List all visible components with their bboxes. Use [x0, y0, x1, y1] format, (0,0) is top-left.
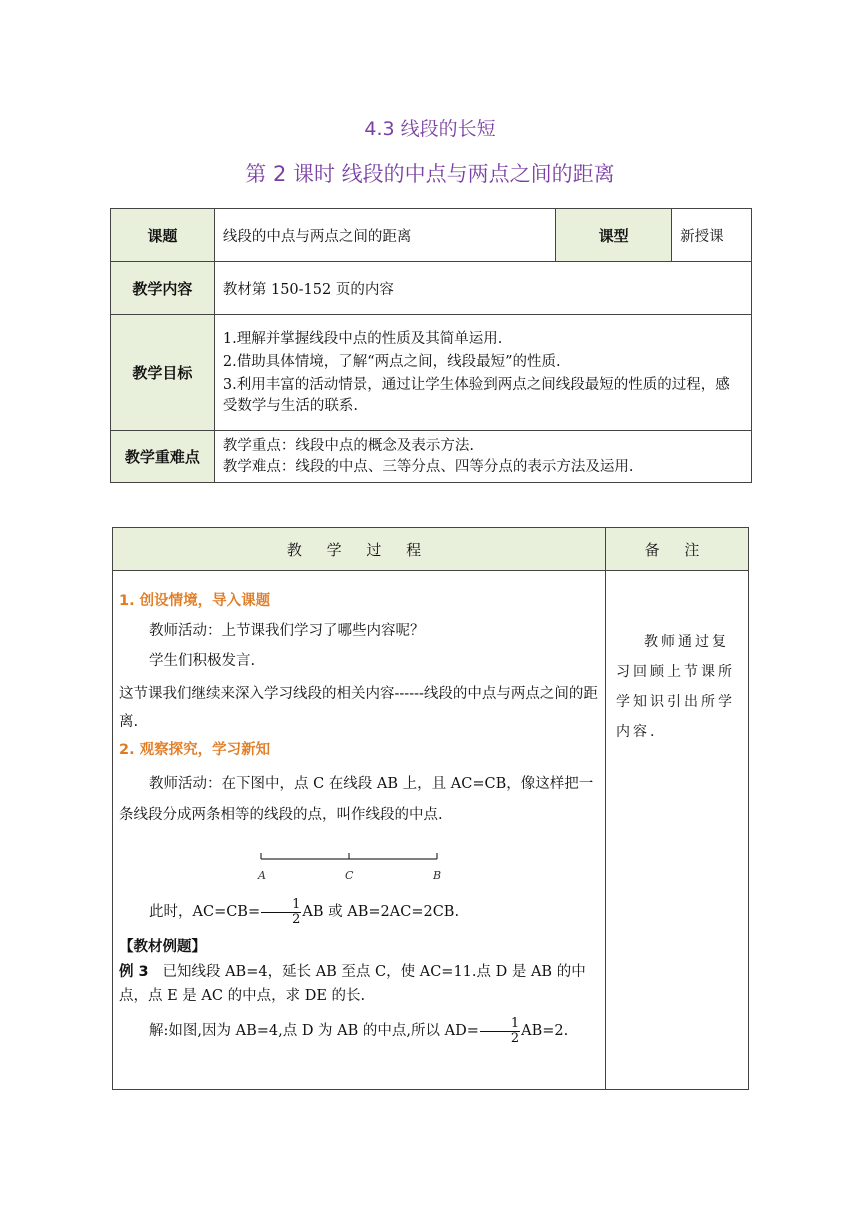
lesson-subtitle: 第 2 课时 线段的中点与两点之间的距离	[245, 162, 615, 186]
section-1-title: 1. 创设情境，导入课题	[119, 593, 271, 609]
content-value: 教材第 150-152 页的内容	[214, 262, 751, 315]
notes-header: 备 注	[606, 528, 749, 571]
lesson-title: 4.3 线段的长短	[364, 118, 496, 140]
solution-text: 解:如图,因为 AB=4,点 D 为 AB 的中点,所以 AD= $\frac{1}{2}$ AB=2.	[149, 1015, 569, 1046]
label-a: A	[258, 869, 266, 882]
goals-label: 教学目标	[111, 315, 215, 431]
goal-item: 3.利用丰富的活动情景，通过让学生体验到两点之间线段最短的性质的过程，感受数学与生活的联系.	[222, 376, 730, 414]
example-3: 例 3 已知线段 AB=4，延长 AB 至点 C，使 AC=11.点 D 是 AB 的中点，点 E 是 AC 的中点，求 DE 的长.	[119, 964, 586, 1004]
example-heading: 【教材例题】	[119, 939, 206, 955]
teacher-activity-1: 教师活动：上节课我们学习了哪些内容呢？	[149, 623, 425, 639]
lesson-info-table	[110, 208, 752, 483]
goal-item: 2.借助具体情境，了解“两点之间，线段最短”的性质.	[222, 353, 561, 370]
label-b: B	[433, 869, 442, 882]
fraction-half-2: $\frac{1}{2}$	[480, 1017, 520, 1046]
example-label: 例 3	[119, 964, 149, 980]
label-c: C	[345, 869, 354, 882]
segment-ab-figure	[119, 843, 599, 891]
teacher-activity-2: 教师活动：在下图中，点 C 在线段 AB 上，且 AC=CB，像这样把一条线段分成两条相等的线段的点，叫作线段的中点.	[119, 776, 594, 823]
keypoints-cell	[214, 431, 751, 483]
fraction-half: $\frac{1}{2}$	[261, 898, 301, 927]
type-label: 课型	[556, 209, 672, 262]
topic-label: 课题	[111, 209, 215, 262]
midpoint-formula: 此时，AC=CB= $\frac{1}{2}$ AB 或 AB=2AC=2CB.	[149, 896, 460, 927]
process-header: 教 学 过 程	[113, 528, 606, 571]
teaching-process-table	[112, 527, 749, 1090]
difficult-point: 教学难点：线段的中点、三等分点、四等分点的表示方法及运用.	[222, 458, 634, 475]
type-value: 新授课	[672, 209, 752, 262]
student-activity: 学生们积极发言.	[149, 653, 256, 669]
intro-text: 这节课我们继续来深入学习线段的相关内容------线段的中点与两点之间的距离.	[119, 686, 598, 730]
keypoints-label: 教学重难点	[111, 431, 215, 483]
goals-cell	[214, 315, 751, 431]
section-2-title: 2. 观察探究，学习新知	[119, 742, 271, 758]
goal-item: 1.理解并掌握线段中点的性质及其简单运用.	[222, 330, 503, 347]
content-label: 教学内容	[111, 262, 215, 315]
teacher-note: 教师通过复习回顾上节课所学知识引出所学内容.	[606, 571, 749, 1090]
key-point: 教学重点：线段中点的概念及表示方法.	[222, 437, 474, 454]
process-content	[113, 571, 606, 1090]
topic-value: 线段的中点与两点之间的距离	[214, 209, 555, 262]
